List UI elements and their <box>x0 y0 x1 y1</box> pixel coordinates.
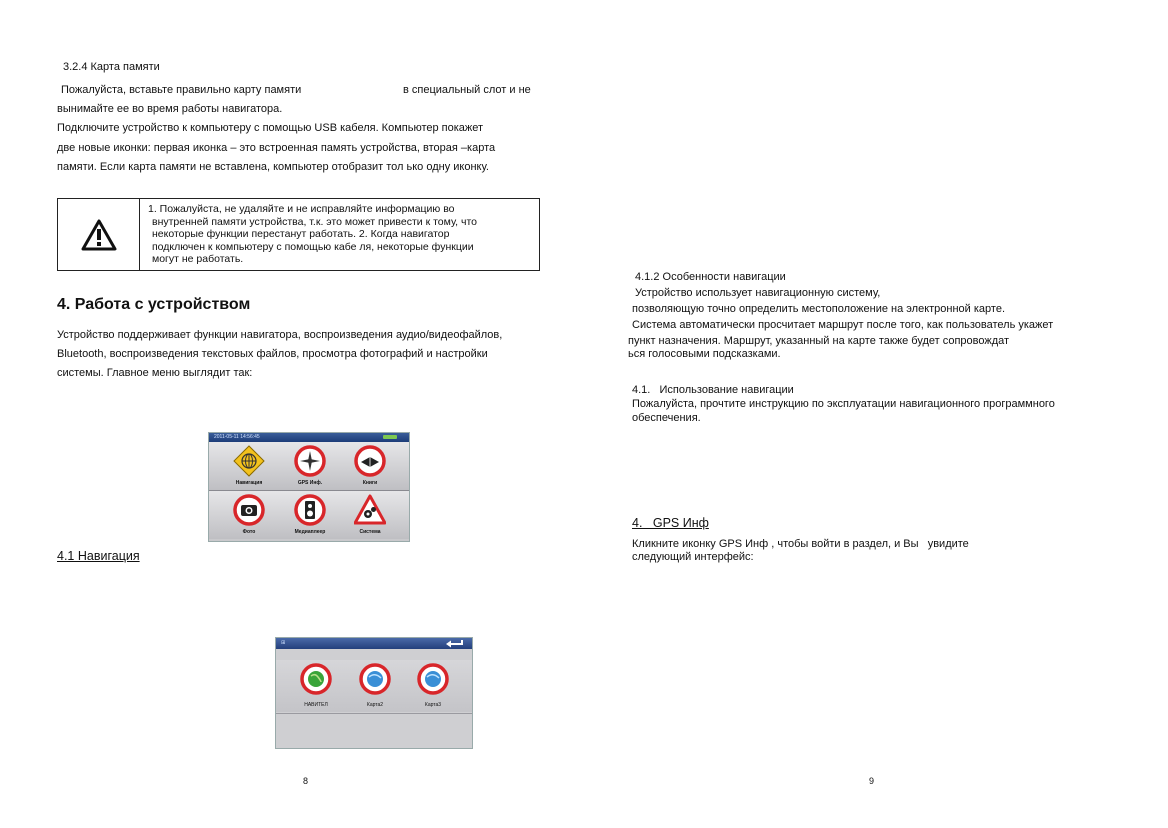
menu-tile-navigation <box>222 442 276 490</box>
status-datetime: 2011-05-11 14:56:45 <box>214 434 260 440</box>
paragraph-line: Пожалуйста, прочтите инструкцию по эксплуатации навигационного программного <box>632 398 1055 410</box>
menu-tile-photo <box>222 491 276 539</box>
warning-line: некоторые функции перестанут работать. 2. Когда навигатор <box>152 228 450 240</box>
paragraph-line: системы. Главное меню выглядит так: <box>57 367 253 379</box>
page-number: 9 <box>869 776 875 786</box>
paragraph-line: позволяющую точно определить местоположение на электронной карте. <box>632 303 1006 315</box>
menu-tile-books <box>343 442 397 490</box>
app-row <box>276 660 472 712</box>
app-tile-map3 <box>407 660 459 712</box>
paragraph-line: следующий интерфейс: <box>632 551 754 563</box>
menu-tile-label: Медиаплеер <box>294 529 326 535</box>
paragraph-line: Устройство использует навигационную систему, <box>635 287 881 299</box>
menu-tile-label: Система <box>359 529 381 535</box>
blue-globe-icon <box>417 663 449 695</box>
menu-tile-label: Навигация <box>235 480 263 486</box>
menu-tile-gps-info <box>283 442 337 490</box>
warning-line: 1. Пожалуйста, не удаляйте и не исправляйте информацию во <box>148 203 455 215</box>
warning-box <box>57 198 540 271</box>
heading-gps-info: 4. GPS Инф <box>632 516 709 530</box>
menu-tile-label: Фото <box>242 529 256 535</box>
app-tile-navitel <box>290 660 342 712</box>
section-412-title: 4.1.2 Особенности навигации <box>635 271 786 283</box>
menu-row <box>209 491 409 539</box>
back-arrow-icon <box>444 639 464 648</box>
warning-triangle-icon <box>81 219 117 251</box>
navigation-apps-screenshot <box>275 637 473 749</box>
paragraph-line: памяти. Если карта памяти не вставлена, компьютер отобразит тол ько одну иконку. <box>57 161 489 173</box>
paragraph-line: Кликните иконку GPS Инф , чтобы войти в раздел, и Вы увидите <box>632 538 969 550</box>
section-41-title: 4.1. Использование навигации <box>632 384 794 396</box>
status-bar <box>276 638 472 649</box>
paragraph-line: ься голосовыми подсказками. <box>628 348 781 360</box>
warning-text <box>148 203 477 266</box>
warning-line: могут не работать. <box>152 253 244 265</box>
warning-line: подключен к компьютеру с помощью кабе ля, некоторые функции <box>152 240 474 253</box>
app-tile-label: НАВИТЕЛ <box>304 702 328 708</box>
book-sign-icon <box>354 445 386 477</box>
menu-row <box>209 442 409 490</box>
menu-tile-system <box>343 491 397 539</box>
paragraph-line: две новые иконки: первая иконка – это встроенная память устройства, вторая –карта <box>57 142 496 154</box>
compass-sign-icon <box>294 445 326 477</box>
heading-work-with-device: 4. Работа с устройством <box>57 296 251 313</box>
blue-globe-icon <box>359 663 391 695</box>
paragraph-line: обеспечения. <box>632 412 701 424</box>
camera-sign-icon <box>233 494 265 526</box>
green-globe-icon <box>300 663 332 695</box>
paragraph-line: Подключите устройство к компьютеру с помощью USB кабеля. Компьютер покажет <box>57 122 484 134</box>
paragraph-line: Устройство поддерживает функции навигатора, воспроизведения аудио/видеофайлов, <box>57 329 503 341</box>
page-number: 8 <box>303 776 309 786</box>
paragraph-line: Bluetooth, воспроизведения текстовых файлов, просмотра фотографий и настройки <box>57 348 488 360</box>
paragraph-line: Система автоматически просчитает маршрут после того, как пользователь укажет <box>632 319 1054 331</box>
section-324-title: 3.2.4 Карта памяти <box>63 61 160 73</box>
app-tile-label: Карта2 <box>366 702 384 708</box>
speaker-sign-icon <box>294 494 326 526</box>
status-bar <box>209 433 409 442</box>
main-menu-screenshot <box>208 432 410 542</box>
app-tile-label: Карта3 <box>424 702 442 708</box>
globe-sign-icon <box>233 445 265 477</box>
app-tile-map2 <box>349 660 401 712</box>
heading-navigation: 4.1 Навигация <box>57 549 140 563</box>
warning-line: внутренней памяти устройства, т.к. это может привести к тому, что <box>152 215 477 228</box>
gear-sign-icon <box>354 494 386 526</box>
row-divider <box>276 713 472 714</box>
menu-tile-label: Книги <box>362 480 378 486</box>
battery-icon <box>383 435 397 439</box>
paragraph-line: вынимайте ее во время работы навигатора. <box>57 103 283 115</box>
menu-tile-label: GPS Инф. <box>297 480 323 486</box>
paragraph-line: Пожалуйста, вставьте правильно карту памяти <box>61 84 302 96</box>
paragraph-line: в специальный слот и не <box>403 84 531 96</box>
menu-tile-media-player <box>283 491 337 539</box>
warning-icon-cell <box>58 199 140 270</box>
status-icon: ⊞ <box>281 640 286 646</box>
paragraph-line: пункт назначения. Маршрут, указанный на карте также будет сопровождат <box>628 335 1010 347</box>
